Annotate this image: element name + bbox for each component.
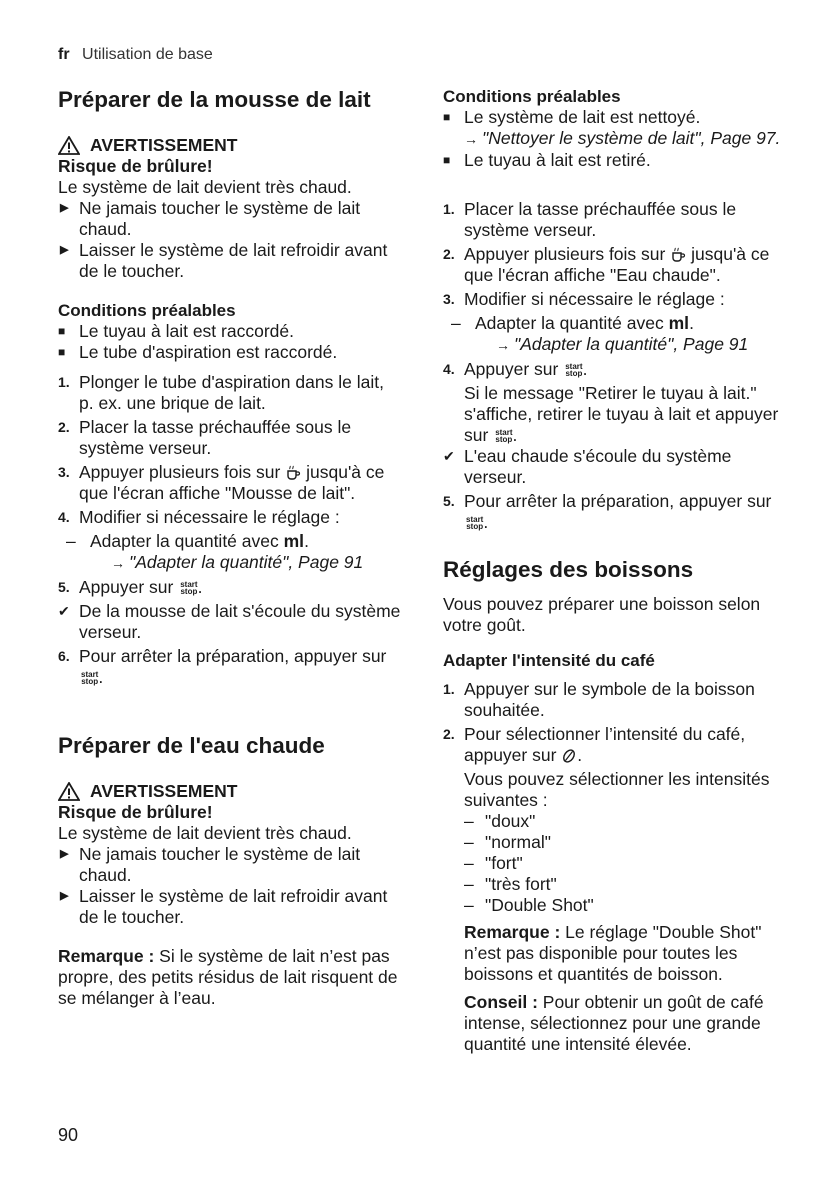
list-item: "fort"	[485, 853, 523, 873]
step: Placer la tasse préchauffée sous le système verseur.	[464, 199, 737, 240]
triangle-bullet-icon: ▶	[60, 202, 69, 214]
result: L'eau chaude s'écoule du système verseur.	[464, 446, 732, 487]
warning-label: AVERTISSEMENT	[90, 135, 238, 155]
steps-block-2: 1. Placer la tasse préchauffée sous le système verseur. 2. Appuyer plusieurs fois sur jusqu'à ce que l'écran affiche "Eau chaude". 3. Modifier si nécessaire le réglage : – Adapter la quantité avec ml. → "Adapter la quantité", Page 91 4. Appuyer sur start stop. Si le message "Retirer le tuyau à lait." s'affiche, retirer le tuyau à lait et appuyer sur start stop. ✔ L'eau chaude s'écoule du système verseur. 5. Pour arrêter la préparation, appuyer sur start stop.	[443, 199, 788, 533]
subsection-title-coffee-strength: Adapter l'intensité du café	[443, 651, 655, 670]
start-stop-icon: start stop	[81, 670, 99, 687]
warning-item: Ne jamais toucher le système de lait chaud.	[79, 198, 361, 239]
arrow-icon: →	[496, 337, 510, 353]
list-item: "normal"	[485, 832, 551, 852]
step: Appuyer plusieurs fois sur jusqu'à ce que l'écran affiche "Eau chaude".	[464, 244, 770, 285]
chapter-title: Utilisation de base	[82, 46, 213, 63]
square-bullet-icon: ■	[443, 110, 451, 124]
triangle-bullet-icon: ▶	[60, 890, 69, 902]
sub-step: Adapter la quantité avec ml.	[475, 313, 694, 333]
remark-double-shot: Remarque : Le réglage "Double Shot" n’est pas disponible pour toutes les boissons et quantités de boisson.	[464, 922, 762, 984]
ml-symbol: ml	[668, 313, 690, 333]
step: Appuyer sur start stop.	[464, 359, 588, 379]
start-stop-icon: start stop	[495, 428, 513, 445]
condition-item: Le système de lait est nettoyé.	[464, 107, 701, 127]
square-bullet-icon: ■	[58, 324, 66, 338]
step-note: Vous pouvez sélectionner les intensités suivantes :	[464, 769, 770, 810]
warning-risk: Risque de brûlure!	[58, 156, 213, 176]
warning-desc: Le système de lait devient très chaud.	[58, 823, 352, 843]
step: Placer la tasse préchauffée sous le système verseur.	[79, 417, 352, 458]
arrow-icon: →	[111, 555, 125, 571]
warning-desc: Le système de lait devient très chaud.	[58, 177, 352, 197]
cross-reference: → "Nettoyer le système de lait", Page 97.	[464, 128, 781, 148]
running-header	[58, 46, 213, 64]
warning-block-1	[58, 135, 403, 282]
checkmark-icon: ✔	[443, 448, 455, 464]
triangle-bullet-icon: ▶	[60, 244, 69, 256]
ml-symbol: ml	[283, 531, 305, 551]
warning-item: Laisser le système de lait refroidir avant de le toucher.	[79, 886, 388, 927]
condition-item: Le tuyau à lait est retiré.	[464, 150, 651, 170]
step-note: Si le message "Retirer le tuyau à lait." s'affiche, retirer le tuyau à lait et appuyer sur start stop.	[464, 383, 779, 445]
hot-beverage-icon	[670, 247, 686, 263]
condition-item: Le tuyau à lait est raccordé.	[79, 321, 294, 341]
checkmark-icon: ✔	[58, 603, 70, 619]
square-bullet-icon: ■	[443, 153, 451, 167]
step: Plonger le tube d'aspiration dans le lait, p. ex. une brique de lait.	[79, 372, 384, 413]
warning-label: AVERTISSEMENT	[90, 781, 238, 801]
cross-reference: → "Adapter la quantité", Page 91	[111, 552, 364, 572]
section-title-drink-settings: Réglages des boissons	[443, 557, 694, 582]
triangle-bullet-icon: ▶	[60, 848, 69, 860]
conditions-block-1	[58, 300, 403, 363]
start-stop-icon: start stop	[565, 362, 583, 379]
steps-block-3: 1. Appuyer sur le symbole de la boisson souhaitée. 2. Pour sélectionner l’intensité du café, appuyer sur . Vous pouvez sélectionner les intensités suivantes : – "doux" – "normal" – "fort" – "très fort" – "Double Shot" Remarque : Le réglage "Double Shot" n’est pas disponible pour toutes les boissons et quantités de boisson. Conseil : Pour obtenir un goût de café intense, sélectionnez pour une grande quantité une intensité élevée.	[443, 679, 788, 1055]
cross-reference: → "Adapter la quantité", Page 91	[496, 334, 749, 354]
language-code: fr	[58, 46, 70, 63]
page-number: 90	[58, 1125, 79, 1145]
step: Appuyer sur start stop.	[79, 577, 203, 597]
hot-beverage-icon	[285, 465, 301, 481]
warning-triangle-icon	[58, 136, 80, 155]
step: Pour arrêter la préparation, appuyer sur start stop.	[464, 491, 772, 532]
warning-risk: Risque de brûlure!	[58, 802, 213, 822]
drink-settings-intro: Vous pouvez préparer une boisson selon votre goût.	[443, 594, 761, 635]
step: Modifier si nécessaire le réglage :	[464, 289, 725, 309]
start-stop-icon: start stop	[466, 515, 484, 532]
start-stop-icon: start stop	[180, 580, 198, 597]
tip-intense-coffee: Conseil : Pour obtenir un goût de café intense, sélectionnez pour une grande quantité une intensité élevée.	[464, 992, 764, 1054]
coffee-bean-icon	[561, 748, 577, 764]
step: Modifier si nécessaire le réglage :	[79, 507, 340, 527]
warning-item: Laisser le système de lait refroidir avant de le toucher.	[79, 240, 388, 281]
condition-item: Le tube d'aspiration est raccordé.	[79, 342, 338, 362]
arrow-icon: →	[464, 131, 478, 147]
result: De la mousse de lait s'écoule du système verseur.	[79, 601, 401, 642]
section-title-hot-water: Préparer de l'eau chaude	[58, 733, 325, 758]
warning-item: Ne jamais toucher le système de lait chaud.	[79, 844, 361, 885]
list-item: "doux"	[485, 811, 536, 831]
intensity-levels: – "doux" – "normal" – "fort" – "très fort" – "Double Shot"	[464, 811, 594, 915]
step: Appuyer plusieurs fois sur jusqu'à ce que l'écran affiche "Mousse de lait".	[79, 462, 385, 503]
step: Appuyer sur le symbole de la boisson souhaitée.	[464, 679, 755, 720]
step: Pour sélectionner l’intensité du café, appuyer sur .	[464, 724, 746, 765]
list-item: "très fort"	[485, 874, 557, 894]
remark-hot-water: Remarque : Si le système de lait n’est pas propre, des petits résidus de lait risquent de se mélanger à l’eau.	[58, 946, 398, 1008]
steps-block-1: 1. Plonger le tube d'aspiration dans le lait, p. ex. une brique de lait. 2. Placer la tasse préchauffée sous le système verseur. 3. Appuyer plusieurs fois sur jusqu'à ce que l'écran affiche "Mousse de lait". 4. Modifier si nécessaire le réglage : – Adapter la quantité avec ml. → "Adapter la quantité", Page 91 5. Appuyer sur start stop. ✔ De la mousse de lait s'écoule du système verseur. 6. Pour arrêter la préparation, appuyer sur start stop.	[58, 372, 403, 688]
warning-triangle-icon	[58, 782, 80, 801]
conditions-block-2	[443, 86, 788, 171]
step: Pour arrêter la préparation, appuyer sur start stop.	[79, 646, 387, 687]
sub-step: Adapter la quantité avec ml.	[90, 531, 309, 551]
section-title-milk-foam: Préparer de la mousse de lait	[58, 87, 371, 112]
conditions-title: Conditions préalables	[443, 87, 621, 106]
square-bullet-icon: ■	[58, 345, 66, 359]
list-item: "Double Shot"	[485, 895, 594, 915]
conditions-title: Conditions préalables	[58, 301, 236, 320]
warning-block-2	[58, 781, 403, 928]
